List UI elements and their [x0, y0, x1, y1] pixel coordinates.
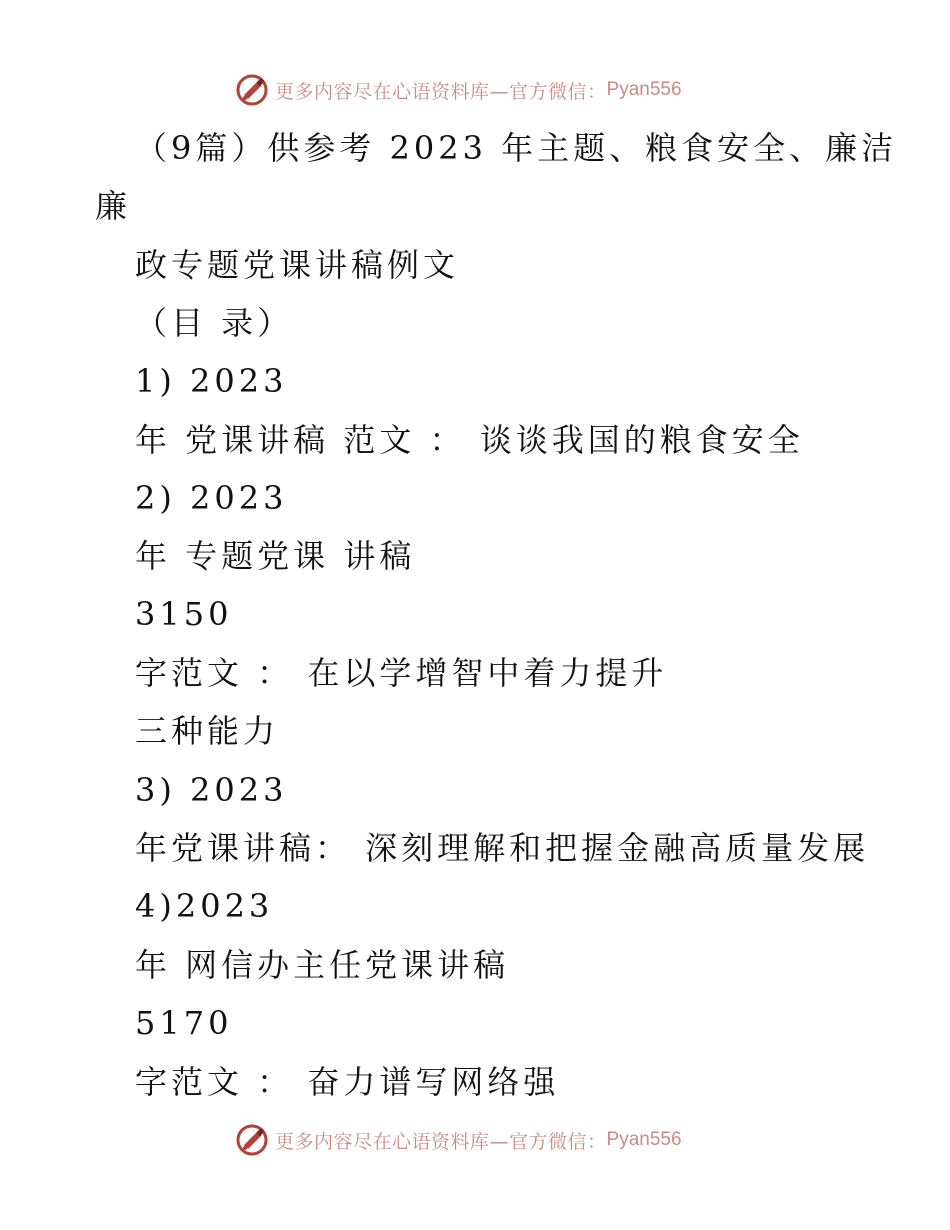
text-line: 4)2023 — [135, 887, 274, 925]
watermark-text: 更多内容尽在心语资料库—官方微信： — [275, 80, 607, 103]
text-line: 廉 — [95, 187, 132, 225]
footer-watermark — [235, 1122, 682, 1158]
text-line: 字范文 ： 在以学增智中着力提升 — [135, 654, 668, 692]
text-line: （9篇）供参考 2023 年主题、粮食安全、廉洁 — [135, 129, 898, 167]
text-line: 字范文 ： 奋力谱写网络强 — [135, 1063, 560, 1101]
header-watermark — [235, 72, 682, 108]
brand-logo-icon — [235, 1123, 269, 1157]
text-line: （目 录） — [135, 304, 294, 342]
watermark-text: 更多内容尽在心语资料库—官方微信： — [275, 1130, 607, 1153]
watermark-wechat-id: Pyan556 — [606, 1129, 682, 1150]
text-line: 5170 — [135, 1004, 233, 1042]
text-line: 3) 2023 — [135, 771, 288, 809]
text-line: 年 网信办主任党课讲稿 — [135, 946, 510, 984]
text-line: 年党课讲稿： 深刻理解和把握金融高质量发展 — [135, 829, 870, 867]
text-line: 年 党课讲稿 范文 ： 谈谈我国的粮食安全 — [135, 421, 804, 459]
text-line: 政专题党课讲稿例文 — [135, 246, 460, 284]
text-line: 3150 — [135, 595, 233, 633]
text-line: 1) 2023 — [135, 362, 288, 400]
text-line: 年 专题党课 讲稿 — [135, 537, 416, 575]
watermark-wechat-id: Pyan556 — [606, 79, 682, 100]
brand-logo-icon — [235, 73, 269, 107]
text-line: 2) 2023 — [135, 479, 288, 517]
text-line: 三种能力 — [135, 712, 280, 750]
